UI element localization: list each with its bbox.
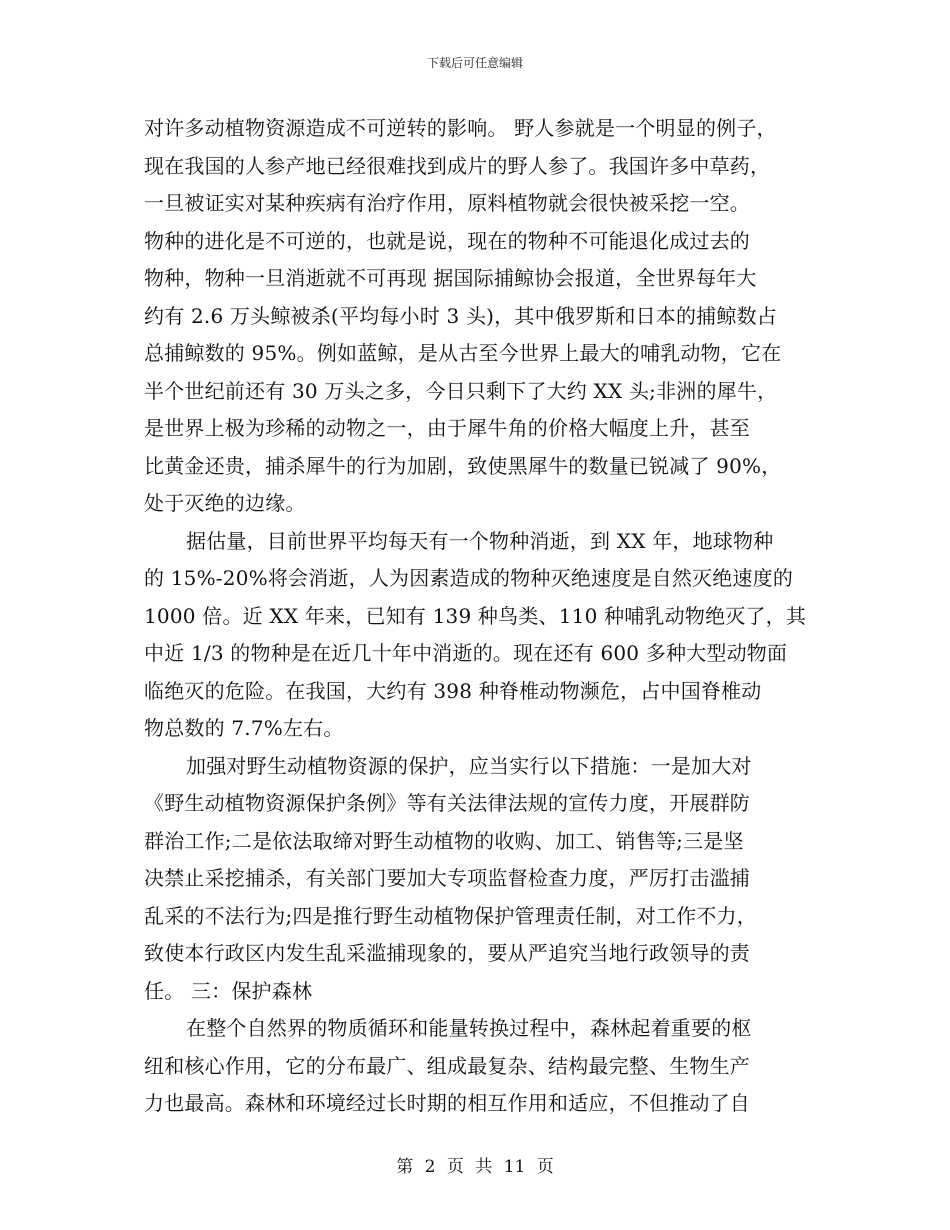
text-line: 物种的进化是不可逆的，也就是说，现在的物种不可能退化成过去的	[144, 228, 750, 253]
text-line: 一旦被证实对某种疾病有治疗作用，原料植物就会很快被采挖一空。	[144, 191, 750, 215]
page-footer: 第 2 页 共 11 页	[396, 1157, 554, 1177]
text-line: 对许多动植物资源造成不可逆转的影响。 野人参就是一个明显的例子，	[144, 116, 777, 140]
text-line: 加强对野生动植物资源的保护，应当实行以下措施：一是加大对	[186, 753, 752, 778]
text-line: 在整个自然界的物质循环和能量转换过程中，森林起着重要的枢	[186, 1016, 752, 1040]
text-line: 据估量，目前世界平均每天有一个物种消逝，到 XX 年，地球物种	[186, 528, 774, 553]
text-line: 是世界上极为珍稀的动物之一，由于犀牛角的价格大幅度上升，甚至	[144, 416, 750, 440]
text-line: 临绝灭的危险。在我国，大约有 398 种脊椎动物濒危，占中国脊椎动	[144, 678, 762, 703]
page-header: 下载后可任意编辑	[426, 56, 523, 70]
text-line: 决禁止采挖捕杀，有关部门要加大专项监督检查力度，严厉打击滥捕	[144, 866, 750, 890]
text-line: 《野生动植物资源保护条例》等有关法律法规的宣传力度，开展群防	[144, 791, 750, 815]
text-line: 比黄金还贵，捕杀犀牛的行为加剧，致使黑犀牛的数量已锐减了 90%，	[144, 453, 782, 478]
text-line: 总捕鲸数的 95%。例如蓝鲸，是从古至今世界上最大的哺乳动物，它在	[144, 341, 782, 365]
text-line: 1000 倍。近 XX 年来，已知有 139 种鸟类、110 种哺乳动物绝灭了，其	[144, 603, 807, 628]
text-line: 纽和核心作用，它的分布最广、组成最复杂、结构最完整、生物生产	[144, 1053, 750, 1078]
text-line: 力也最高。森林和环境经过长时期的相互作用和适应，不但推动了自	[144, 1091, 750, 1115]
text-line: 致使本行政区内发生乱采滥捕现象的，要从严追究当地行政领导的责	[144, 941, 750, 965]
text-line: 半个世纪前还有 30 万头之多，今日只剩下了大约 XX 头;非洲的犀牛，	[144, 378, 778, 403]
text-line: 现在我国的人参产地已经很难找到成片的野人参了。我国许多中草药，	[144, 153, 771, 178]
text-line: 物种，物种一旦消逝就不可再现 据国际捕鲸协会报道，全世界每年大	[144, 266, 757, 290]
text-line: 约有 2.6 万头鲸被杀(平均每小时 3 头)，其中俄罗斯和日本的捕鲸数占	[144, 303, 777, 328]
text-line: 乱采的不法行为;四是推行野生动植物保护管理责任制，对工作不力，	[144, 903, 757, 928]
text-line: 处于灭绝的边缘。	[144, 491, 306, 515]
text-line: 物总数的 7.7%左右。	[144, 716, 344, 740]
text-line: 任。 三：保护森林	[144, 978, 313, 1003]
paragraph	[144, 1010, 824, 1123]
text-line: 的 15%-20%将会消逝，人为因素造成的物种灭绝速度是自然灭绝速度的	[144, 566, 794, 590]
paragraph	[144, 523, 824, 748]
text-line: 群治工作;二是依法取缔对野生动植物的收购、加工、销售等;三是坚	[144, 828, 744, 853]
paragraph	[144, 748, 824, 1011]
text-line: 中近 1/3 的物种是在近几十年中消逝的。现在还有 600 多种大型动物面	[144, 641, 788, 665]
paragraph	[144, 110, 824, 523]
document-body	[144, 110, 824, 1123]
